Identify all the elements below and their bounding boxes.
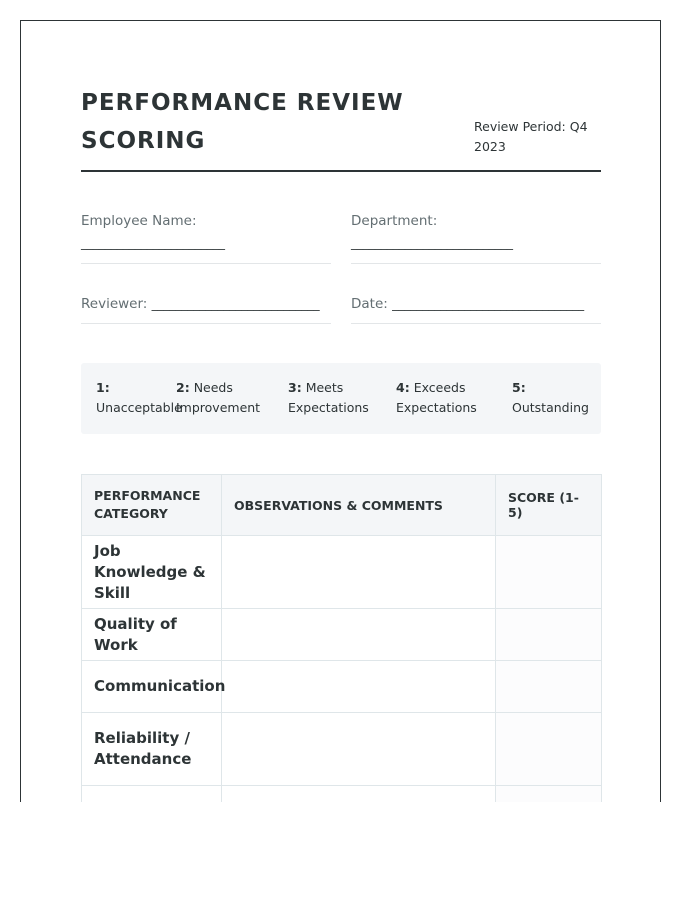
reviewer-field[interactable]	[81, 293, 331, 324]
date-field[interactable]	[351, 293, 601, 324]
date-line[interactable]: ________________________________	[392, 297, 585, 311]
scale-text: Meets	[305, 380, 344, 395]
scale-item-5	[512, 378, 592, 418]
category-cell: Communication	[82, 661, 222, 713]
scale-num: 5:	[512, 380, 526, 395]
scale-item-4	[396, 378, 496, 418]
scale-item-3	[288, 378, 388, 418]
score-cell[interactable]	[496, 713, 602, 786]
table-row	[82, 661, 602, 713]
table-row	[82, 536, 602, 609]
scale-item-1	[96, 378, 182, 415]
observations-cell[interactable]	[222, 609, 496, 661]
employee-name-line[interactable]: ________________________	[81, 236, 225, 250]
scale-text: Unacceptable	[96, 400, 182, 415]
header-observations: OBSERVATIONS & COMMENTS	[222, 475, 496, 536]
category-cell: Quality of Work	[82, 609, 222, 661]
employee-name-label: Employee Name:	[81, 213, 197, 229]
document-header	[81, 84, 601, 172]
review-page	[20, 20, 661, 802]
page-title: PERFORMANCE REVIEW SCORING	[81, 90, 404, 154]
observations-cell[interactable]	[222, 536, 496, 609]
department-field[interactable]	[351, 210, 601, 264]
reviewer-line[interactable]: ____________________________	[151, 297, 320, 311]
scale-text: Needs	[193, 380, 233, 395]
scale-text: Outstanding	[512, 400, 589, 415]
score-cell[interactable]	[496, 786, 602, 803]
department-label: Department:	[351, 213, 438, 229]
category-cell: Job Knowledge & Skill	[82, 536, 222, 609]
category-cell: Reliability / Attendance	[82, 713, 222, 786]
employee-name-field[interactable]	[81, 210, 331, 264]
category-cell	[82, 786, 222, 803]
table-header-row	[82, 475, 602, 536]
header-performance-category: PERFORMANCE CATEGORY	[82, 475, 222, 536]
reviewer-row	[81, 293, 331, 315]
reviewer-label: Reviewer:	[81, 296, 148, 312]
score-cell[interactable]	[496, 661, 602, 713]
scale-text: Expectations	[396, 400, 477, 415]
observations-cell[interactable]	[222, 786, 496, 803]
department-line[interactable]: ___________________________	[351, 236, 513, 250]
scale-item-2	[176, 378, 286, 418]
review-period: Review Period: Q4 2023	[474, 119, 588, 154]
scale-text: Exceeds	[413, 380, 466, 395]
observations-cell[interactable]	[222, 713, 496, 786]
table-row	[82, 713, 602, 786]
scoring-scale-legend	[81, 363, 601, 434]
table-row	[82, 609, 602, 661]
date-row	[351, 293, 601, 315]
observations-cell[interactable]	[222, 661, 496, 713]
score-cell[interactable]	[496, 609, 602, 661]
score-cell[interactable]	[496, 536, 602, 609]
table-row	[82, 786, 602, 803]
scale-text: Improvement	[176, 400, 261, 415]
scale-num: 2:	[176, 380, 190, 395]
scoring-table	[81, 474, 602, 802]
scale-num: 3:	[288, 380, 302, 395]
scale-num: 4:	[396, 380, 410, 395]
header-score: SCORE (1-5)	[496, 475, 602, 536]
scale-text: Expectations	[288, 400, 369, 415]
date-label: Date:	[351, 296, 388, 312]
scale-num: 1:	[96, 380, 110, 395]
